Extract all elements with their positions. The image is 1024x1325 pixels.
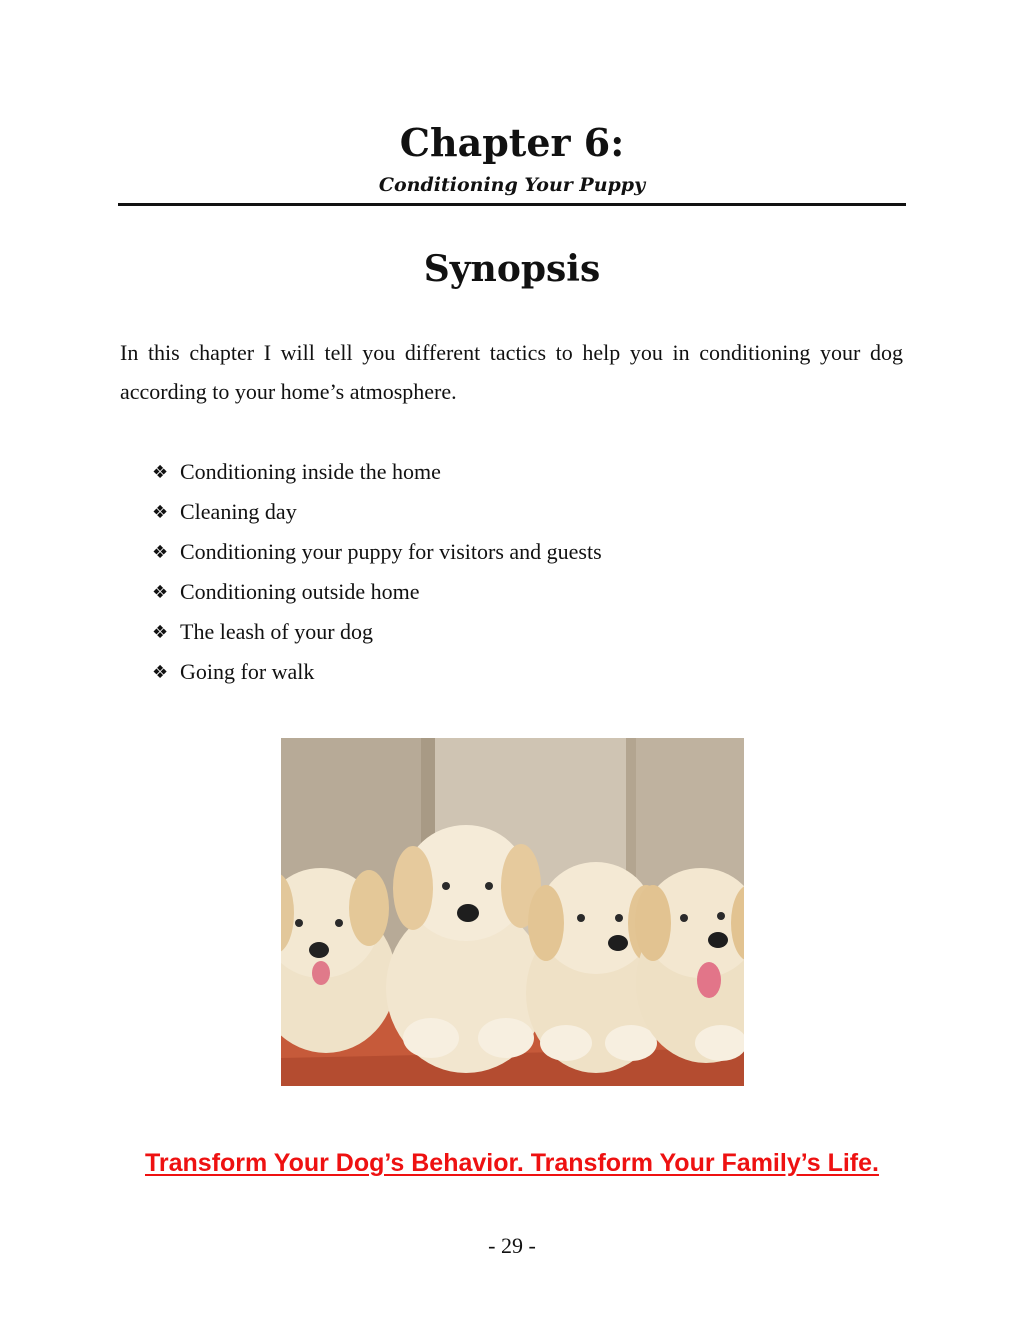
list-item-label: The leash of your dog (180, 619, 374, 644)
list-item (152, 492, 602, 532)
chapter-subtitle: Conditioning Your Puppy (378, 174, 646, 196)
list-item (152, 452, 602, 492)
list-item-label: Going for walk (180, 659, 315, 684)
list-item-label: Conditioning outside home (180, 579, 420, 604)
title-divider (118, 203, 906, 206)
intro-paragraph: In this chapter I will tell you different tactics to help you in conditioning your dog according to your home’s atmosphere. (120, 340, 903, 404)
page-number: - 29 - (488, 1233, 536, 1258)
list-item-label: Conditioning your puppy for visitors and guests (180, 539, 602, 564)
diamond-bullet-icon: ❖ (152, 621, 169, 643)
diamond-bullet-icon: ❖ (152, 541, 169, 563)
diamond-bullet-icon: ❖ (152, 661, 169, 683)
chapter-title: Chapter 6: (399, 120, 625, 165)
list-item (152, 532, 602, 572)
tagline-link[interactable]: Transform Your Dog’s Behavior. Transform Your Family’s Life. (145, 1149, 879, 1177)
diamond-bullet-icon: ❖ (152, 461, 169, 483)
list-item (152, 612, 602, 652)
diamond-bullet-icon: ❖ (152, 501, 169, 523)
diamond-bullet-icon: ❖ (152, 581, 169, 603)
topic-list (152, 452, 602, 692)
list-item (152, 572, 602, 612)
list-item (152, 652, 602, 692)
list-item-label: Conditioning inside the home (180, 459, 441, 484)
list-item-label: Cleaning day (180, 499, 297, 524)
puppies-photo (281, 738, 744, 1086)
section-heading: Synopsis (423, 248, 601, 290)
